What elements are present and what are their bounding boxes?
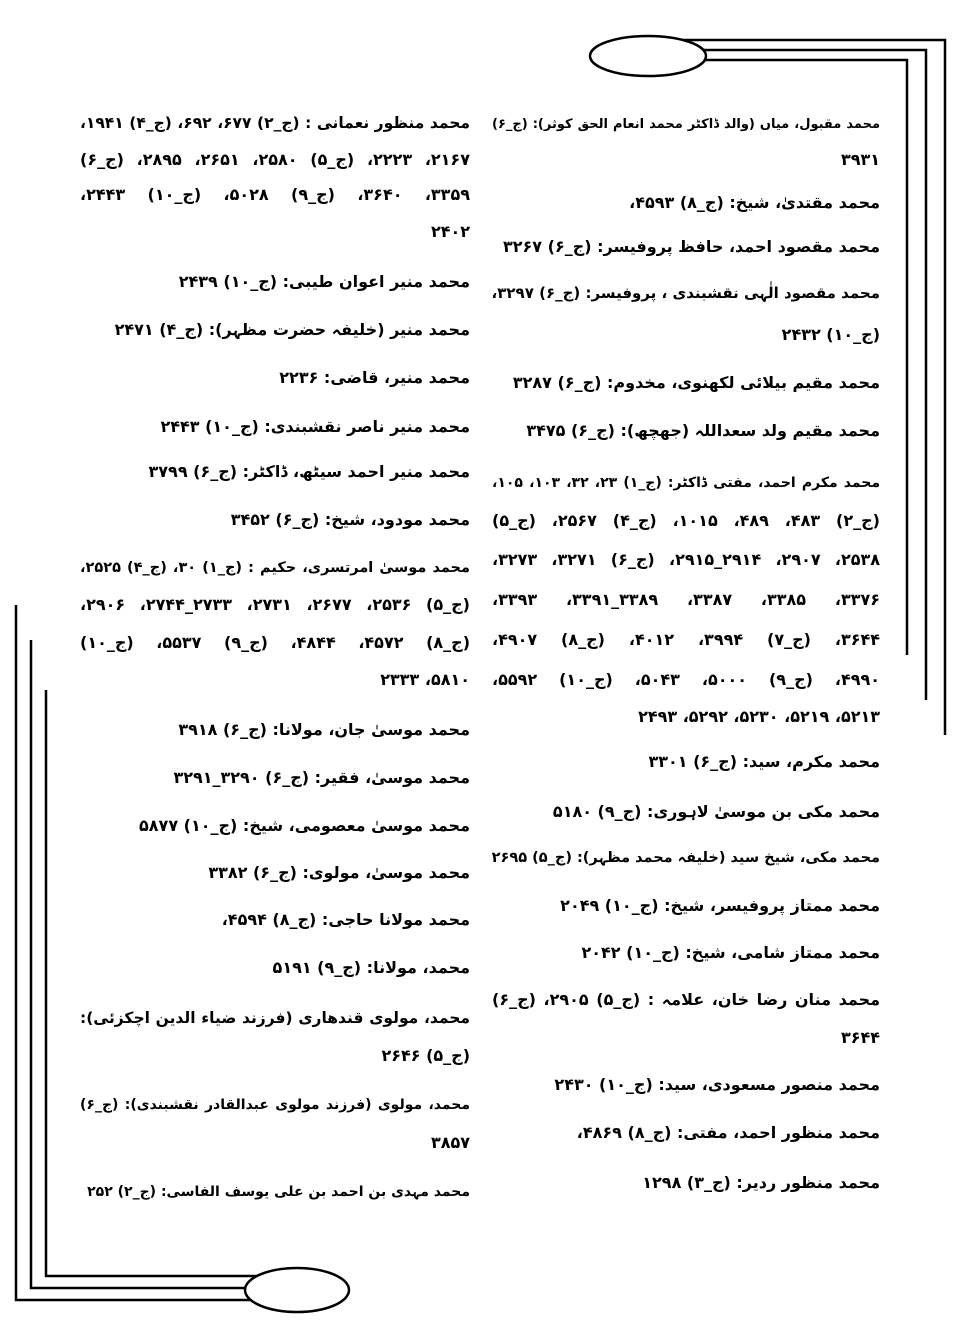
- index-entry-line: محمد موسیٰ امرتسری، حکیم : (ج_۱) ۳۰، (ج_۴) ۲۵۲۵،: [80, 560, 470, 576]
- index-entry-line: محمد ممتاز شامی، شیخ: (ج_۱۰) ۲۰۴۲: [581, 943, 880, 962]
- index-entry-line: محمد موسیٰ، فقیر: (ج_۶) ۳۲۹۰_۳۲۹۱: [173, 768, 470, 787]
- index-entry-line: ۳۶۴۴: [840, 1028, 880, 1047]
- index-entry-line: محمد موسیٰ، مولوی: (ج_۶) ۳۳۸۲: [208, 863, 470, 882]
- index-entry-line: محمد مقیم ولد سعداللہ (جھچھ): (ج_۶) ۳۴۷۵: [526, 421, 880, 440]
- index-entry-line: محمد منظور احمد، مفتی: (ج_۸) ۴۸۶۹،: [576, 1123, 880, 1142]
- top-right-oval-ornament: [590, 36, 706, 76]
- index-entry-line: محمد منیر (خلیفہ حضرت مظہر): (ج_۴) ۲۴۷۱: [114, 320, 470, 339]
- index-entry-line: (ج_۵) ۲۵۳۶، ۲۶۷۷، ۲۷۳۱، ۲۷۳۳_۲۷۴۴، ۲۹۰۶،: [80, 595, 470, 614]
- index-entry-line: محمد مکی بن موسیٰ لاہوری: (ج_۹) ۵۱۸۰: [552, 802, 880, 821]
- index-entry-line: ۵۸۱۰، ۲۳۳۳: [380, 670, 470, 689]
- index-entry-line: ۳۸۵۷: [430, 1133, 470, 1152]
- index-entry-line: (ج_۲) ۴۸۳، ۴۸۹، ۱۰۱۵، (ج_۴) ۲۵۶۷، (ج_۵): [492, 511, 880, 530]
- index-entry-line: محمد مقیم بیلائی لکھنوی، مخدوم: (ج_۶) ۳۲۸۷: [512, 373, 880, 392]
- index-entry-line: محمد منیر احمد سیٹھ، ڈاکٹر: (ج_۶) ۳۷۹۹: [148, 462, 470, 481]
- index-entry-line: (ج_۱۰) ۲۴۳۲: [781, 325, 880, 344]
- index-entry-line: محمد مکی، شیخ سید (خلیفہ محمد مظہر): (ج_۵) ۲۶۹۵: [492, 850, 880, 866]
- index-entry-line: محمد ممتاز پروفیسر، شیخ: (ج_۱۰) ۲۰۴۹: [560, 896, 880, 915]
- index-entry-line: (ج_۸) ۴۵۷۲، ۴۸۴۴، (ج_۹) ۵۵۳۷، (ج_۱۰): [80, 633, 470, 652]
- index-entry-line: محمد منصور مسعودی، سید: (ج_۱۰) ۲۴۳۰: [554, 1075, 880, 1094]
- index-entry-line: (ج_۵) ۲۶۴۶: [381, 1046, 470, 1065]
- index-entry-line: ۲۴۰۲: [430, 222, 470, 241]
- index-entry-line: محمد مکرم، سید: (ج_۶) ۳۳۰۱: [648, 752, 880, 771]
- index-entry-line: محمد مولانا حاجی: (ج_۸) ۴۵۹۴،: [221, 910, 470, 929]
- index-entry-line: محمد، مولوی قندھاری (فرزند ضیاء الدین اچکزئی):: [80, 1009, 470, 1027]
- index-entry-line: محمد، مولوی (فرزند مولوی عبدالقادر نقشبندی): (ج_۶): [80, 1097, 470, 1113]
- index-entry-line: محمد موسیٰ معصومی، شیخ: (ج_۱۰) ۵۸۷۷: [139, 816, 470, 835]
- index-entry-line: ۲۵۳۸، ۲۹۰۷، ۲۹۱۴_۲۹۱۵، (ج_۶) ۳۲۷۱، ۳۲۷۳،: [492, 550, 880, 569]
- index-entry-line: ۳۳۷۶، ۳۳۸۵، ۳۳۸۷، ۳۳۸۹_۳۳۹۱، ۳۳۹۳،: [492, 590, 880, 609]
- index-entry-line: محمد مقبول، میاں (والد ڈاکٹر محمد انعام الحق کوثر): (ج_۶): [492, 117, 880, 132]
- index-entry-line: ۴۹۹۰، (ج_۹) ۵۰۰۰، ۵۰۴۳، (ج_۱۰) ۵۵۹۲،: [492, 670, 880, 689]
- index-entry-line: محمد منیر ناصر نقشبندی: (ج_۱۰) ۲۴۴۳: [160, 417, 470, 436]
- index-entry-line: ۵۲۱۳، ۵۲۱۹، ۵۲۳۰، ۵۲۹۲، ۲۴۹۳: [638, 707, 880, 726]
- index-entry-line: محمد موسیٰ جان، مولانا: (ج_۶) ۳۹۱۸: [178, 720, 470, 739]
- index-entry-line: محمد منیر اعوان طیبی: (ج_۱۰) ۲۴۳۹: [178, 272, 470, 291]
- index-entry-line: ۳۹۳۱: [840, 150, 880, 169]
- index-entry-line: محمد مقصود احمد، حافظ پروفیسر: (ج_۶) ۳۲۶۷: [502, 237, 880, 256]
- index-entry-line: محمد مقتدیٰ، شیخ: (ج_۸) ۴۵۹۳،: [629, 193, 880, 212]
- index-entry-line: ۳۶۴۴، (ج_۷) ۳۹۹۴، ۴۰۱۲، (ج_۸) ۴۹۰۷،: [492, 630, 880, 649]
- index-entry-line: محمد مہدی بن احمد بن علی یوسف الفاسی: (ج_۲) ۲۵۲: [87, 1184, 470, 1200]
- index-entry-line: محمد مکرم احمد، مفتی ڈاکٹر: (ج_۱) ۲۳، ۳۲، ۱۰۳، ۱۰۵،: [492, 475, 880, 491]
- index-entry-line: محمد مودود، شیخ: (ج_۶) ۳۴۵۲: [230, 510, 470, 529]
- index-entry-line: محمد منظور ردیر: (ج_۳) ۱۲۹۸: [642, 1173, 880, 1192]
- index-entry-line: ۲۱۶۷، ۲۲۲۳، (ج_۵) ۲۵۸۰، ۲۶۵۱، ۲۸۹۵، (ج_۶): [80, 150, 470, 169]
- index-entry-line: محمد منان رضا خان، علامہ : (ج_۵) ۲۹۰۵، (ج_۶): [492, 990, 880, 1009]
- bottom-left-oval-ornament: [245, 1268, 349, 1312]
- index-entry-line: محمد، مولانا: (ج_۹) ۵۱۹۱: [272, 958, 470, 977]
- index-entry-line: محمد مقصود الٰہی نقشبندی ، پروفیسر: (ج_۶) ۳۲۹۷،: [492, 284, 880, 302]
- index-entry-line: ۳۳۵۹، ۳۶۴۰، (ج_۹) ۵۰۲۸، (ج_۱۰) ۲۴۴۳،: [80, 185, 470, 204]
- index-entry-line: محمد منیر، قاضی: ۲۲۳۶: [279, 368, 470, 387]
- index-entry-line: محمد منظور نعمانی : (ج_۲) ۶۷۷، ۶۹۲، (ج_۴) ۱۹۴۱،: [80, 114, 470, 132]
